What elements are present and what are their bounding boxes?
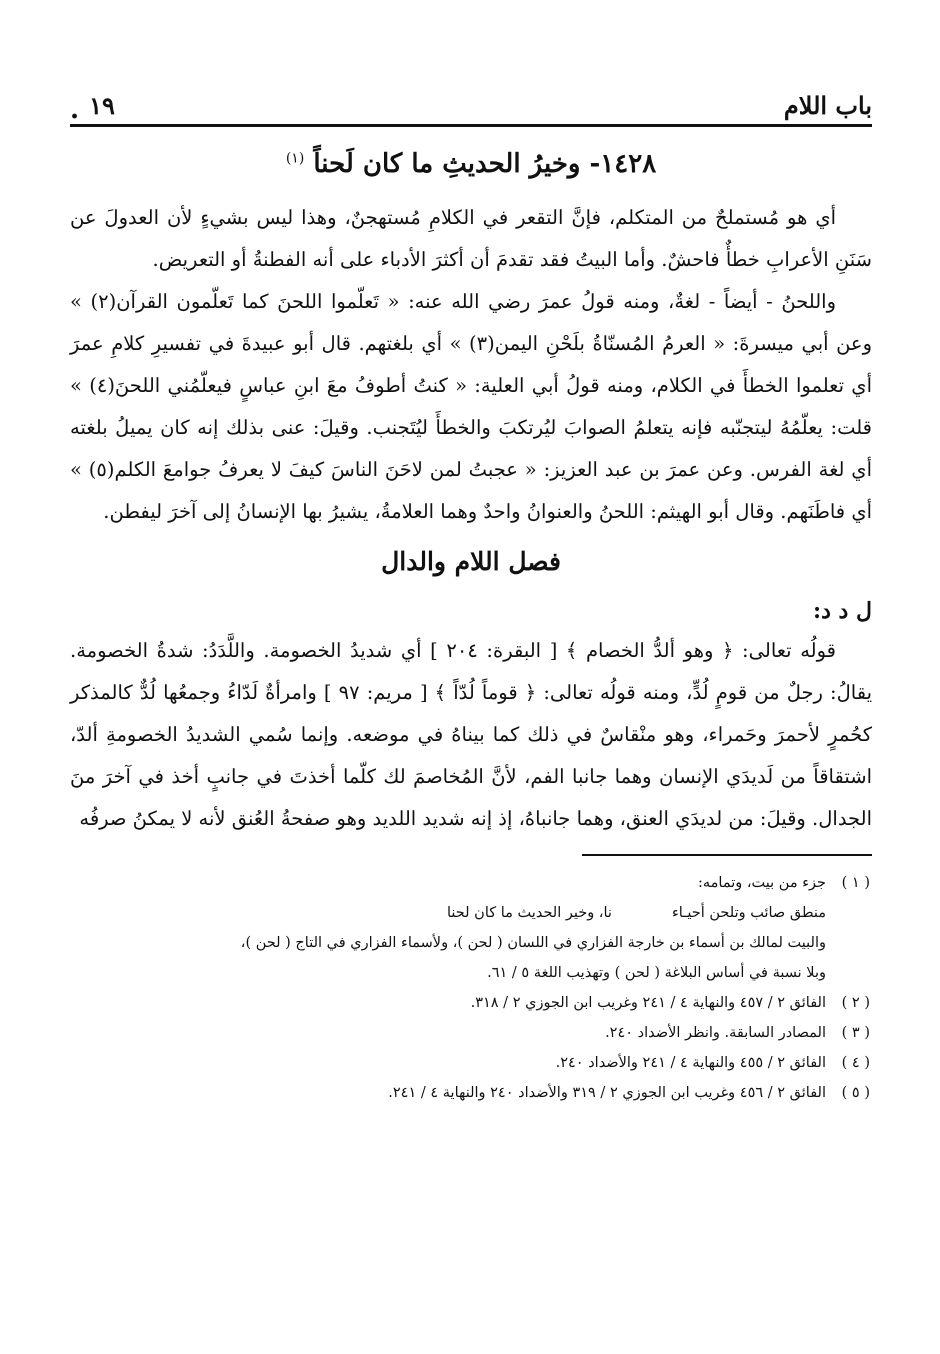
root-letters: ل د د: bbox=[812, 598, 872, 624]
footnote-text: الفائق ٢ / ٤٥٦ وغريب ابن الجوزي ٢ / ٣١٩ والأضداد ٢٤٠ والنهاية ٤ / ٢٤١. bbox=[388, 1085, 826, 1101]
verse-first-half: منطق صائب وتلحن أحيـاء bbox=[671, 905, 826, 921]
header-left bbox=[70, 91, 115, 125]
footnote-1-verse bbox=[70, 898, 870, 928]
paragraph-2: واللحنُ - أيضاً - لغةٌ، ومنه قولُ عمرَ رضي الله عنه: « تَعلّموا اللحنَ كما تَعلّمون القرآن(٢) » وعن أبي ميسرةَ: « العرمُ المُسنّاةُ بلَحْنِ اليمن(٣) » أي بلغتهم. قال أبو عبيدةَ في تفسيرِ كلامِ عمرَ أي تعلموا الخطأَ في الكلام، ومنه قولُ أبي العلية: « كنتُ أطوفُ معَ ابنِ عباسٍ فيعلّمُني اللحنَ(٤) » قلت: يعلّمُهُ ليتجنّبه فإنه يتعلمُ الصوابَ ليُرتكبَ والخطأَ ليُتَجنب. وقيلَ: عنى بذلك إنه كان يميلُ بلغته أي لغة الفرس. وعن عمرَ بن عبد العزيز: « عجبتُ لمن لاحَنَ الناسَ كيفَ لا يعرفُ جوامعَ الكلم(٥) » أي فاطَنَهم. وقال أبو الهيثم: اللحنُ والعنوانُ واحدٌ وهما العلامةُ، يشيرُ بها الإنسانُ إلى آخرَ ليفطن. bbox=[70, 290, 872, 523]
footnote-number: ( ٤ ) bbox=[841, 1055, 870, 1071]
paragraph-1: أي هو مُستملحٌ من المتكلم، فإنَّ التقعر في الكلامِ مُستهجنٌ، وهذا ليس بشيءٍ لأن العدولَ عن سَنَنِ الأعرابِ خطأٌ فاحشٌ. وأما البيتُ فقد تقدمَ أن أكثرَ الأدباء على أنه الفطنةُ أو التعريض. bbox=[70, 206, 872, 271]
verse-second-half: نا، وخير الحديث ما كان لحنا bbox=[447, 905, 612, 921]
entry-text: - وخيرُ الحديثِ ما كان لَحناً bbox=[313, 149, 601, 179]
entry-heading bbox=[70, 149, 872, 179]
footnote-1-cont-2: وبلا نسبة في أساس البلاغة ( لحن ) وتهذيب اللغة ٥ / ٦١. bbox=[487, 965, 826, 981]
section-title: فصل اللام والدال bbox=[381, 547, 561, 576]
running-header bbox=[70, 78, 872, 127]
footnote-1-cont-1: والبيت لمالك بن أسماء بن خارجة الفزاري في اللسان ( لحن )، ولأسماء الفزاري في التاج ( لحن )، bbox=[240, 935, 826, 951]
footnote-number: ( ٣ ) bbox=[841, 1025, 870, 1041]
footnote-divider bbox=[582, 854, 872, 856]
header-dot: . bbox=[70, 95, 80, 125]
footnote-3 bbox=[70, 1018, 870, 1048]
footnote-text: الفائق ٢ / ٤٥٧ والنهاية ٤ / ٢٤١ وغريب ابن الجوزي ٢ / ٣١٨. bbox=[470, 995, 826, 1011]
footnote-text: جزء من بيت، وتمامه: bbox=[697, 875, 826, 891]
footnote-4 bbox=[70, 1048, 870, 1078]
entry-number: ١٤٢٨ bbox=[600, 149, 657, 179]
footnote-1 bbox=[70, 868, 870, 898]
footnote-text: المصادر السابقة. وانظر الأضداد ٢٤٠. bbox=[605, 1025, 826, 1041]
entry-footnote-ref: (١) bbox=[285, 150, 305, 167]
footnote-number: ( ٢ ) bbox=[841, 995, 870, 1011]
page-number: ١٩ bbox=[89, 91, 115, 120]
footnotes bbox=[70, 868, 870, 1108]
footnote-number: ( ٥ ) bbox=[841, 1085, 870, 1101]
footnote-text: الفائق ٢ / ٤٥٥ والنهاية ٤ / ٢٤١ والأضداد ٢٤٠. bbox=[555, 1055, 826, 1071]
paragraph-3: قولُه تعالى: ﴿ وهو ألدُّ الخصام ﴾ [ البقرة: ٢٠٤ ] أي شديدُ الخصومة. واللَّدَدُ: شدةُ الخصومة. يقالُ: رجلٌ من قومٍ لُدٍّ، ومنه قولُه تعالى: ﴿ قوماً لُدّاً ﴾ [ مريم: ٩٧ ] وامرأةٌ لَدّاءُ وجمعُها لُدٌّ كالمذكر كحُمرٍ لأحمرَ وحَمراء، وهو منْقاسٌ في ذلك كما بيناهُ في موضعه. وإنما سُمي الشديدُ الخصومةِ ألدّ، اشتقاقاً من لَديدَي الإنسان وهما جانبا الفم، لأنَّ المُخاصمَ لك كلّما أخذتَ في جانبٍ أخذ في آخرَ منَ الجدال. وقيلَ: من لديدَي العنق، وهما جانباهُ، إذ إنه شديد اللديد وهو صفحةُ العُنق لأنه لا يمكنُ صرفُه bbox=[70, 639, 873, 830]
footnote-5 bbox=[70, 1078, 870, 1108]
footnote-number: ( ١ ) bbox=[841, 875, 870, 891]
footnote-2 bbox=[70, 988, 870, 1018]
chapter-title: باب اللام bbox=[783, 91, 872, 120]
